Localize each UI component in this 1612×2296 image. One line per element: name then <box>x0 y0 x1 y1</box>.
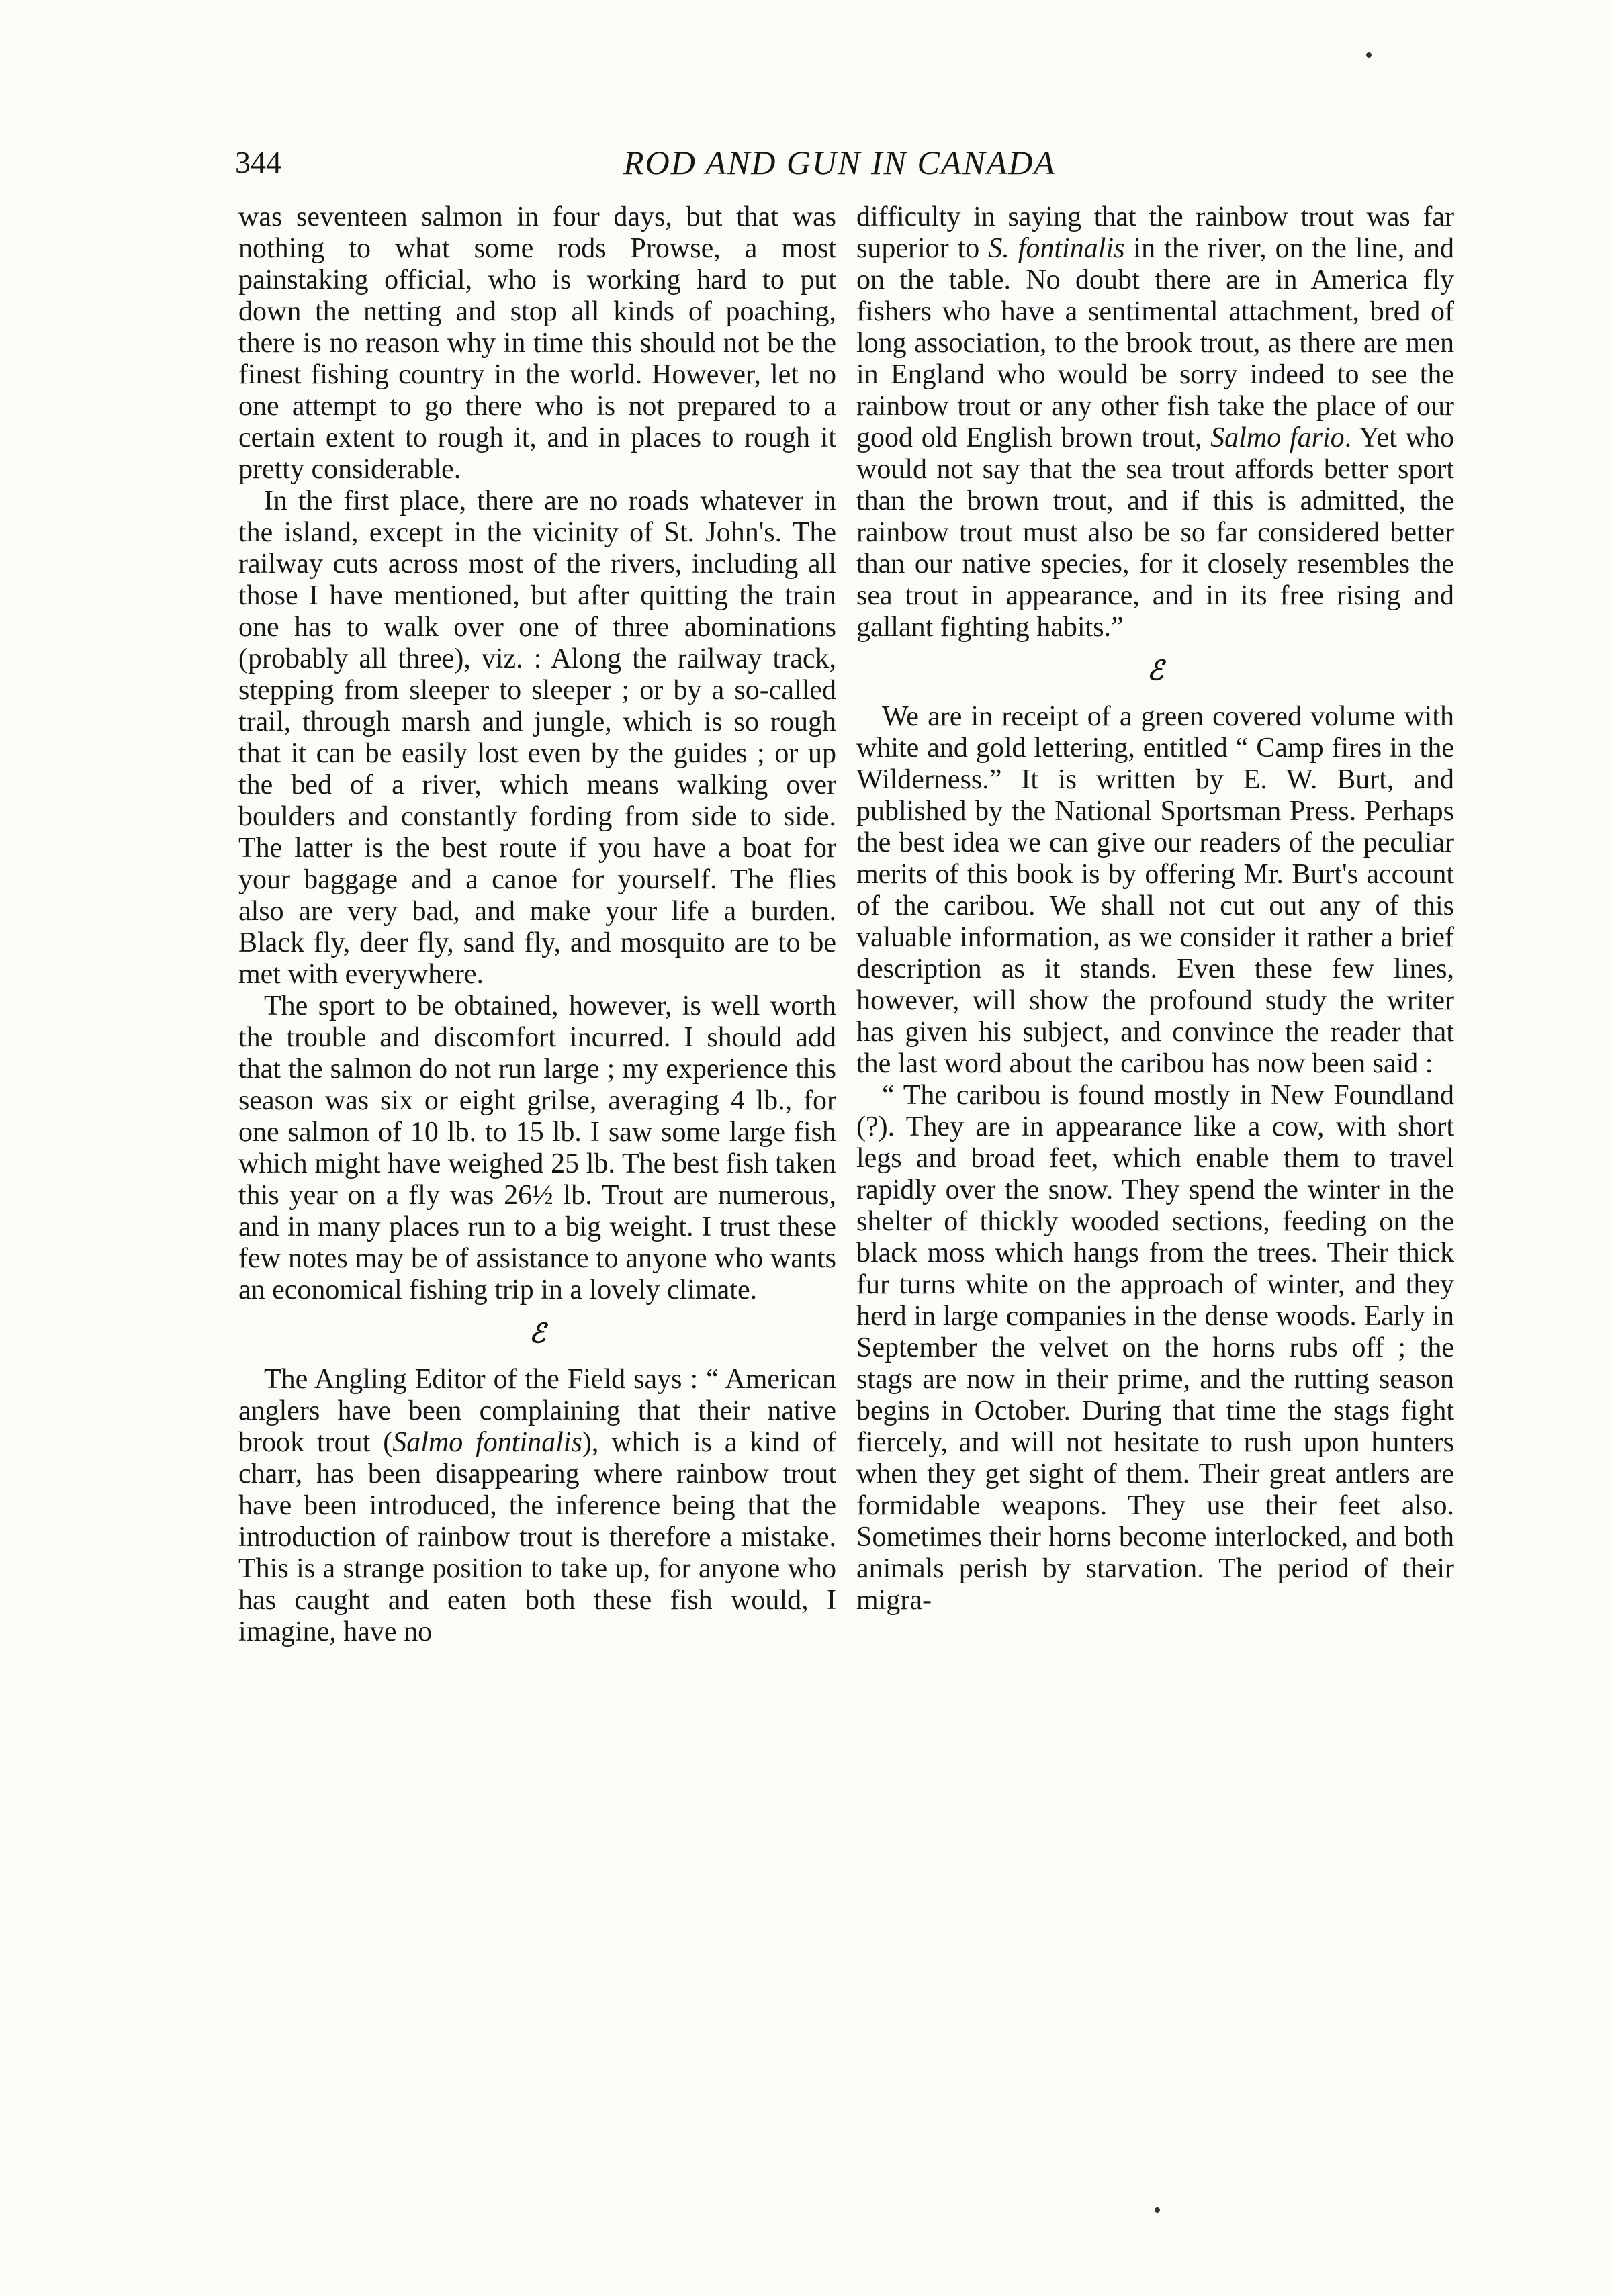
section-ornament-right: ℰ <box>1147 655 1164 686</box>
page-speck <box>1155 2207 1160 2213</box>
paragraph-continued: was seventeen salmon in four days, but that was nothing to what some rods Prowse, a most painstaking official, who is working hard to put down the netting and stop all kinds of poaching, there is no reason why in time this should not be the finest fishing country in the world. However, let no one attempt to go there who is not prepared to a certain extent to rough it, and in places to rough it pretty considerable. <box>238 201 836 485</box>
rainbow-text-b: in the river, on the line, and on the table. No doubt there are in America fly fishers who have a sentimental attachment, bred of long association, to the brook trout, as there are men in England who would be sorry indeed to see the rainbow trout or any other fish take the place of our good old English brown trout, <box>856 233 1455 453</box>
angling-quote-start: “ American anglers have been complaining that their native brook trout ( <box>238 1364 837 1458</box>
page-header <box>235 142 1444 183</box>
species-name-italic: Salmo fontinalis <box>392 1427 582 1458</box>
left-column <box>238 201 836 1648</box>
section-ornament-left: ℰ <box>529 1318 546 1348</box>
paragraph-angling-editor <box>238 1364 836 1648</box>
right-column <box>856 201 1454 1616</box>
page-speck <box>1366 52 1372 58</box>
running-title: ROD AND GUN IN CANADA <box>623 144 1056 181</box>
angling-intro: The Angling Editor of the Field says : <box>264 1364 699 1395</box>
page-number: 344 <box>235 145 281 179</box>
rainbow-text-c: . Yet who would not say that the sea trout affords better sport than the brown trout, and if this is admitted, the rainbow trout must also be so far considered better than our native species, for it closely resembles the sea trout in appearance, and in its free rising and gallant fighting habits.” <box>856 422 1454 643</box>
paragraph-roads: In the first place, there are no roads whatever in the island, except in the vicinity of St. John's. The railway cuts across most of the rivers, including all those I have mentioned, but after quitting the train one has to walk over one of three abominations (probably all three), viz. : Along the railway track, stepping from sleeper to sleeper ; or by a so-called trail, through marsh and jungle, which is so rough that it can be easily lost even by the guides ; or up the bed of a river, which means walking over boulders and constantly fording from side to side. The latter is the best route if you have a boat for your baggage and a canoe for yourself. The flies also are very bad, and make your life a burden. Black fly, deer fly, sand fly, and mosquito are to be met with everywhere. <box>238 486 836 990</box>
species-fario-italic: Salmo fario <box>1210 422 1345 453</box>
angling-quote-rest: ), which is a kind of charr, has been disappearing where rainbow trout have been introduced, the inference being that the introduction of rainbow trout is therefore a mistake. This is a strange position to take up, for anyone who has caught and eaten both these fish would, I imagine, have no <box>238 1427 836 1647</box>
rainbow-text-a: difficulty in saying that the rainbow trout was far superior to <box>856 201 1454 264</box>
species-fontinalis-italic: S. fontinalis <box>988 233 1125 264</box>
paragraph-sport: The sport to be obtained, however, is well worth the trouble and discomfort incurred. I should add that the salmon do not run large ; my experience this season was six or eight grilse, averaging 4 lb., for one salmon of 10 lb. to 15 lb. I saw some large fish which might have weighed 25 lb. The best fish taken this year on a fly was 26½ lb. Trout are numerous, and in many places run to a big weight. I trust these few notes may be of assistance to anyone who wants an economical fishing trip in a lovely climate. <box>238 991 836 1305</box>
paragraph-book-review: We are in receipt of a green covered volume with white and gold lettering, entitled “ Camp fires in the Wilderness.” It is written by E. W. Burt, and published by the National Sportsman Press. Perhaps the best idea we can give our readers of the peculiar merits of this book is by offering Mr. Burt's account of the caribou. We shall not cut out any of this valuable information, as we consider it rather a brief description as it stands. Even these few lines, however, will show the profound study the writer has given his subject, and convince the reader that the last word about the caribou has now been said : <box>856 701 1454 1079</box>
paragraph-rainbow-trout <box>856 201 1454 643</box>
paragraph-caribou-quote: “ The caribou is found mostly in New Foundland (?). They are in appearance like a cow, with short legs and broad feet, which enable them to travel rapidly over the snow. They spend the winter in the shelter of thickly wooded sections, feeding on the black moss which hangs from the trees. Their thick fur turns white on the approach of winter, and they herd in large companies in the dense woods. Early in September the velvet on the horns rubs off ; the stags are now in their prime, and the rutting season begins in October. During that time the stags fight fiercely, and will not hesitate to rush upon hunters when they get sight of them. Their great antlers are formidable weapons. They use their feet also. Sometimes their horns become interlocked, and both animals perish by starvation. The period of their migra- <box>856 1080 1454 1616</box>
